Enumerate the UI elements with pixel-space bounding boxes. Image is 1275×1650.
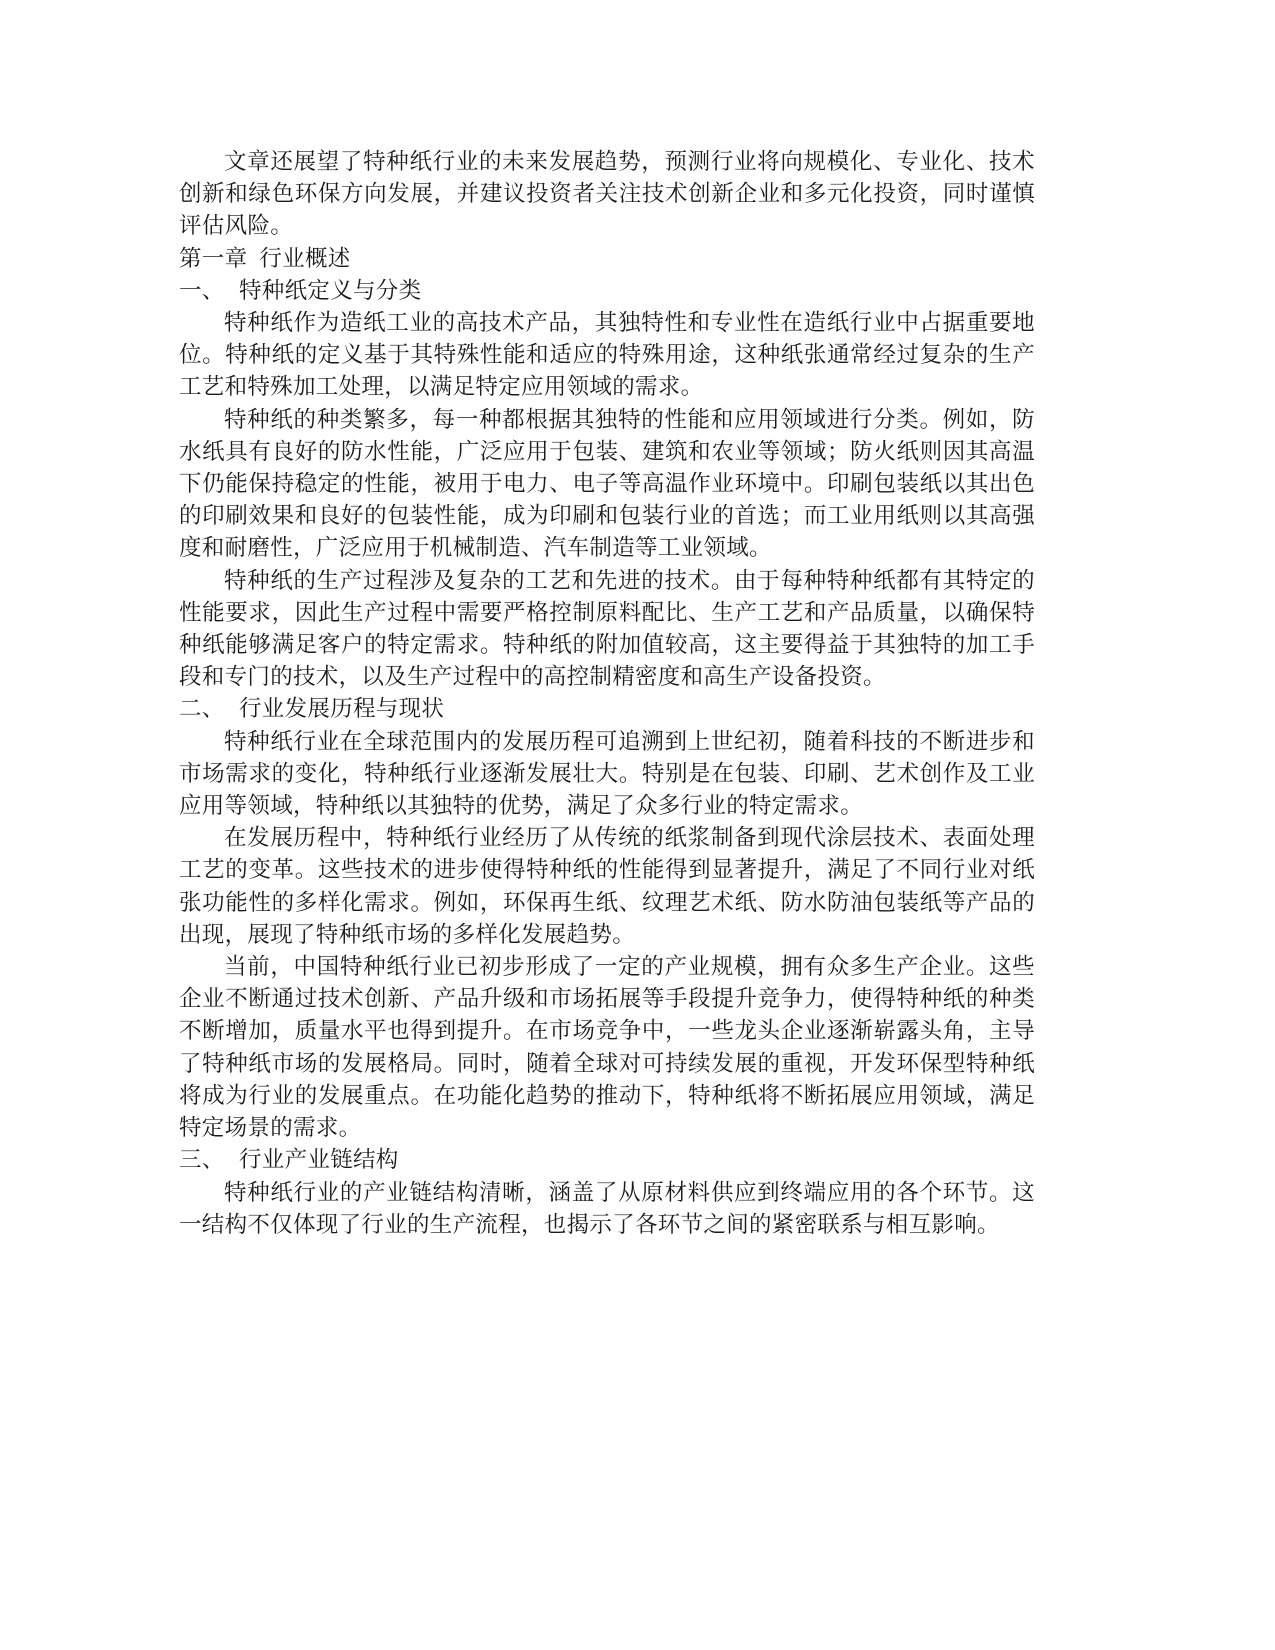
section-heading xyxy=(179,1144,1035,1176)
section-title: 行业产业链结构 xyxy=(239,1147,399,1174)
chapter-label: 第一章 xyxy=(179,245,248,272)
section-title: 行业发展历程与现状 xyxy=(239,696,445,723)
section-title: 特种纸定义与分类 xyxy=(239,277,422,304)
paragraph: 特种纸行业在全球范围内的发展历程可追溯到上世纪初，随着科技的不断进步和市场需求的变化，特种纸行业逐渐发展壮大。特别是在包装、印刷、艺术创作及工业应用等领域，特种纸以其独特的优势，满足了众多行业的特定需求。 xyxy=(179,728,1035,820)
section-heading xyxy=(179,693,1035,725)
paragraph: 在发展历程中，特种纸行业经历了从传统的纸浆制备到现代涂层技术、表面处理工艺的变革。这些技术的进步使得特种纸的性能得到显著提升，满足了不同行业对纸张功能性的多样化需求。例如，环保再生纸、纹理艺术纸、防水防油包装纸等产品的出现，展现了特种纸市场的多样化发展趋势。 xyxy=(179,825,1035,948)
paragraph: 特种纸的生产过程涉及复杂的工艺和先进的技术。由于每种特种纸都有其特定的性能要求，因此生产过程中需要严格控制原料配比、生产工艺和产品质量，以确保特种纸能够满足客户的特定需求。特种纸的附加值较高，这主要得益于其独特的加工手段和专门的技术，以及生产过程中的高控制精密度和高生产设备投资。 xyxy=(179,567,1035,691)
paragraph: 当前，中国特种纸行业已初步形成了一定的产业规模，拥有众多生产企业。这些企业不断通过技术创新、产品升级和市场拓展等手段提升竞争力，使得特种纸的种类不断增加，质量水平也得到提升。在市场竞争中，一些龙头企业逐渐崭露头角，主导了特种纸市场的发展格局。同时，随着全球对可持续发展的重视，开发环保型特种纸将成为行业的发展重点。在功能化趋势的推动下，特种纸将不断拓展应用领域，满足特定场景的需求。 xyxy=(179,954,1035,1142)
paragraph: 特种纸行业的产业链结构清晰，涵盖了从原材料供应到终端应用的各个环节。这一结构不仅体现了行业的生产流程，也揭示了各环节之间的紧密联系与相互影响。 xyxy=(179,1179,1035,1238)
section-heading xyxy=(179,275,1035,307)
chapter-title: 行业概述 xyxy=(259,245,351,272)
section-number: 二、 xyxy=(179,696,225,723)
intro-paragraph: 文章还展望了特种纸行业的未来发展趋势，预测行业将向规模化、专业化、技术创新和绿色环保方向发展，并建议投资者关注技术创新企业和多元化投资，同时谨慎评估风险。 xyxy=(179,149,1035,240)
chapter-heading xyxy=(179,243,1035,275)
paragraph: 特种纸的种类繁多，每一种都根据其独特的性能和应用领域进行分类。例如，防水纸具有良好的防水性能，广泛应用于包装、建筑和农业等领域；防火纸则因其高温下仍能保持稳定的性能，被用于电力、电子等高温作业环境中。印刷包装纸以其出色的印刷效果和良好的包装性能，成为印刷和包装行业的首选；而工业用纸则以其高强度和耐磨性，广泛应用于机械制造、汽车制造等工业领域。 xyxy=(179,406,1035,562)
document-page xyxy=(179,146,1035,1241)
section-number: 一、 xyxy=(179,277,225,304)
section-number: 三、 xyxy=(179,1147,225,1174)
paragraph: 特种纸作为造纸工业的高技术产品，其独特性和专业性在造纸行业中占据重要地位。特种纸的定义基于其特殊性能和适应的特殊用途，这种纸张通常经过复杂的生产工艺和特殊加工处理，以满足特定应用领域的需求。 xyxy=(179,310,1035,401)
